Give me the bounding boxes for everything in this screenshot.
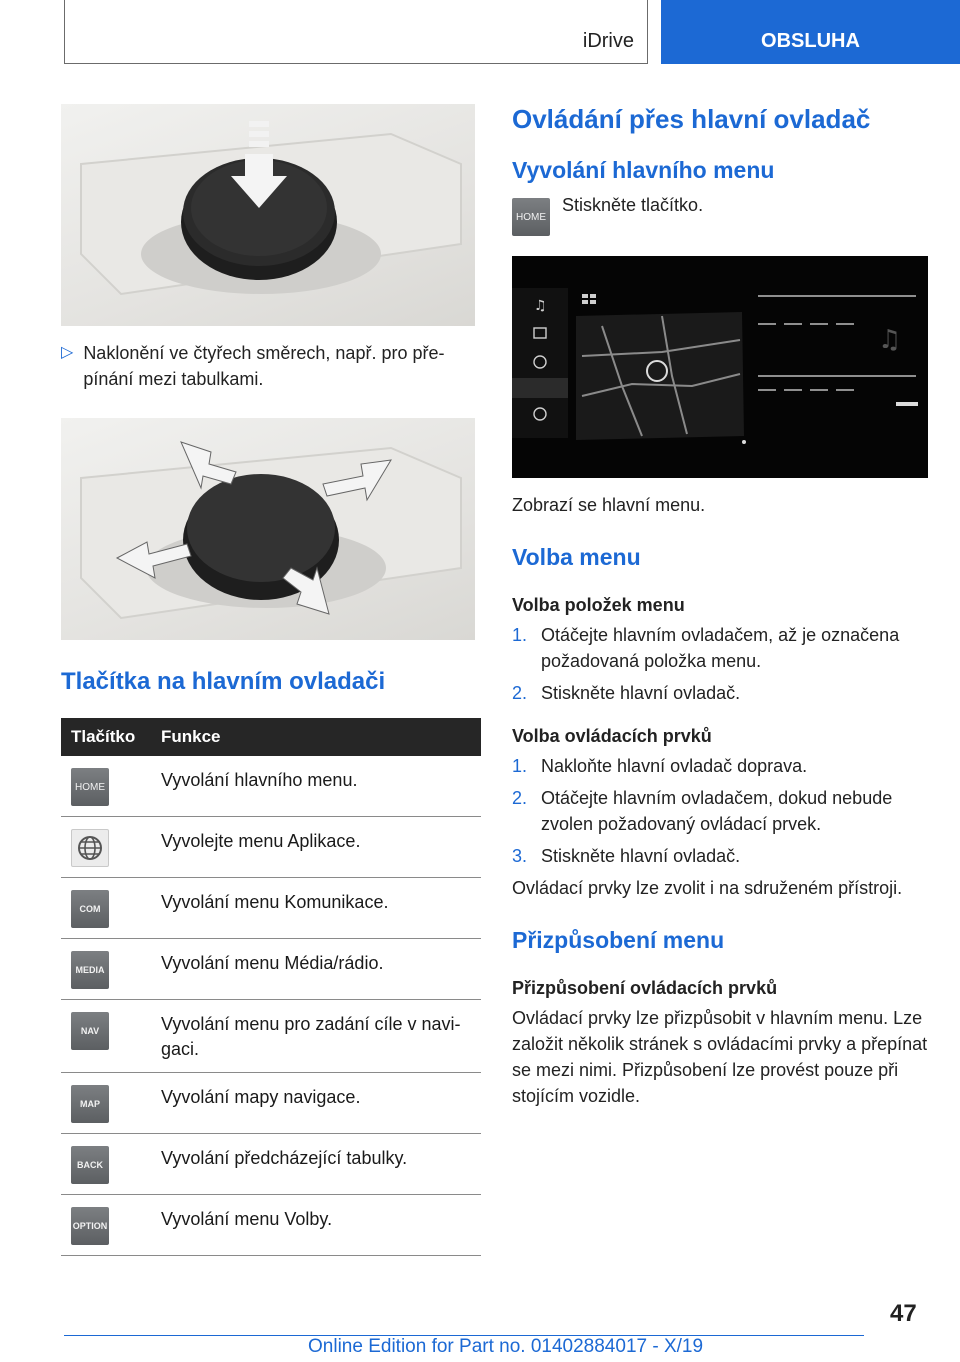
subsection-menu-selection: Volba menu <box>512 544 641 570</box>
control-elements-note: Ovládací prvky lze zvolit i na sdruženém přístroji. <box>512 878 903 898</box>
steps-menu-items <box>512 622 928 706</box>
list-item: 1. Nakloňte hlavní ovladač doprava. <box>512 756 808 776</box>
customize-text: Ovládací prvky lze přizpůsobit v hlavním menu. Lze založit několik stránek s ovládacími prvky a přepínat se mezi nimi. Přizpůsobení lze provést pouze při stojícím vozidle. <box>512 1008 928 1106</box>
header-section-title: iDrive <box>582 30 634 52</box>
row-function: Vyvolání menu Komunikace. <box>151 878 481 939</box>
row-function: Vyvolejte menu Aplikace. <box>151 817 481 878</box>
page-number: 47 <box>890 1300 917 1327</box>
column-header-button: Tlačítko <box>61 718 151 756</box>
table-row <box>61 1073 481 1134</box>
table-row <box>61 939 481 1000</box>
svg-text:♫: ♫ <box>534 298 547 314</box>
left-column <box>61 104 481 1256</box>
list-item: 3. Stiskněte hlavní ovladač. <box>512 846 741 866</box>
home-button-icon: HOME <box>512 198 550 236</box>
row-function: Vyvolání menu Volby. <box>151 1195 481 1256</box>
globe-icon <box>71 829 109 867</box>
triangle-bullet-icon: ▷ <box>61 344 74 361</box>
header-box <box>64 0 648 64</box>
heading-customize-controls: Přizpůsobení ovládacích prvků <box>512 978 778 998</box>
controller-tilt-image <box>61 418 475 640</box>
list-item: 1. Otáčejte hlavním ovladačem, až je označena požadovaná položka menu. <box>512 625 900 671</box>
table-title: Tlačítka na hlavním ovladači <box>61 668 386 695</box>
controller-press-image <box>61 104 475 326</box>
section-title: Ovládání přes hlavní ovladač <box>512 104 871 134</box>
subsection-customize-menu: Přizpůsobení menu <box>512 927 725 953</box>
heading-control-elements: Volba ovládacích prvků <box>512 726 712 746</box>
home-instruction-text: Stiskněte tlačítko. <box>562 195 704 215</box>
row-function: Vyvolání mapy navigace. <box>151 1073 481 1134</box>
home-button-icon: HOME <box>71 768 109 806</box>
home-instruction <box>512 192 928 236</box>
heading-menu-items: Volba položek menu <box>512 595 685 615</box>
nav-button-icon: NAV <box>71 1012 109 1050</box>
row-function: Vyvolání hlavního menu. <box>151 756 481 817</box>
row-function: Vyvolání menu Média/rádio. <box>151 939 481 1000</box>
map-button-icon: MAP <box>71 1085 109 1123</box>
header-chapter-tab[interactable]: OBSLUHA <box>661 0 960 64</box>
table-row <box>61 756 481 817</box>
option-button-icon: OPTION <box>71 1207 109 1245</box>
caption-tilt <box>61 340 481 392</box>
svg-text:♫: ♫ <box>878 325 902 355</box>
footer-edition: Online Edition for Part no. 01402884017 - X/19 <box>308 1336 704 1357</box>
steps-control-elements <box>512 753 928 869</box>
list-item: 2. Otáčejte hlavním ovladačem, dokud nebude zvolen požadovaný ovládací prvek. <box>512 788 893 834</box>
row-function: Vyvolání předcházející tabulky. <box>151 1134 481 1195</box>
table-row <box>61 878 481 939</box>
caption-tilt-text: Naklonění ve čtyřech směrech, např. pro pře‐pínání mezi tabulkami. <box>83 343 445 389</box>
main-menu-screen-image <box>512 256 928 478</box>
right-column <box>512 104 928 1109</box>
buttons-table <box>61 718 481 1256</box>
table-row <box>61 817 481 878</box>
main-menu-result-text: Zobrazí se hlavní menu. <box>512 495 706 515</box>
list-item: 2. Stiskněte hlavní ovladač. <box>512 683 741 703</box>
table-row <box>61 1134 481 1195</box>
table-row <box>61 1000 481 1073</box>
media-button-icon: MEDIA <box>71 951 109 989</box>
subsection-main-menu: Vyvolání hlavního menu <box>512 157 775 183</box>
table-row <box>61 1195 481 1256</box>
column-header-function: Funkce <box>151 718 481 756</box>
row-function: Vyvolání menu pro zadání cíle v navi‐gaci. <box>151 1000 481 1073</box>
back-button-icon: BACK <box>71 1146 109 1184</box>
com-button-icon: COM <box>71 890 109 928</box>
